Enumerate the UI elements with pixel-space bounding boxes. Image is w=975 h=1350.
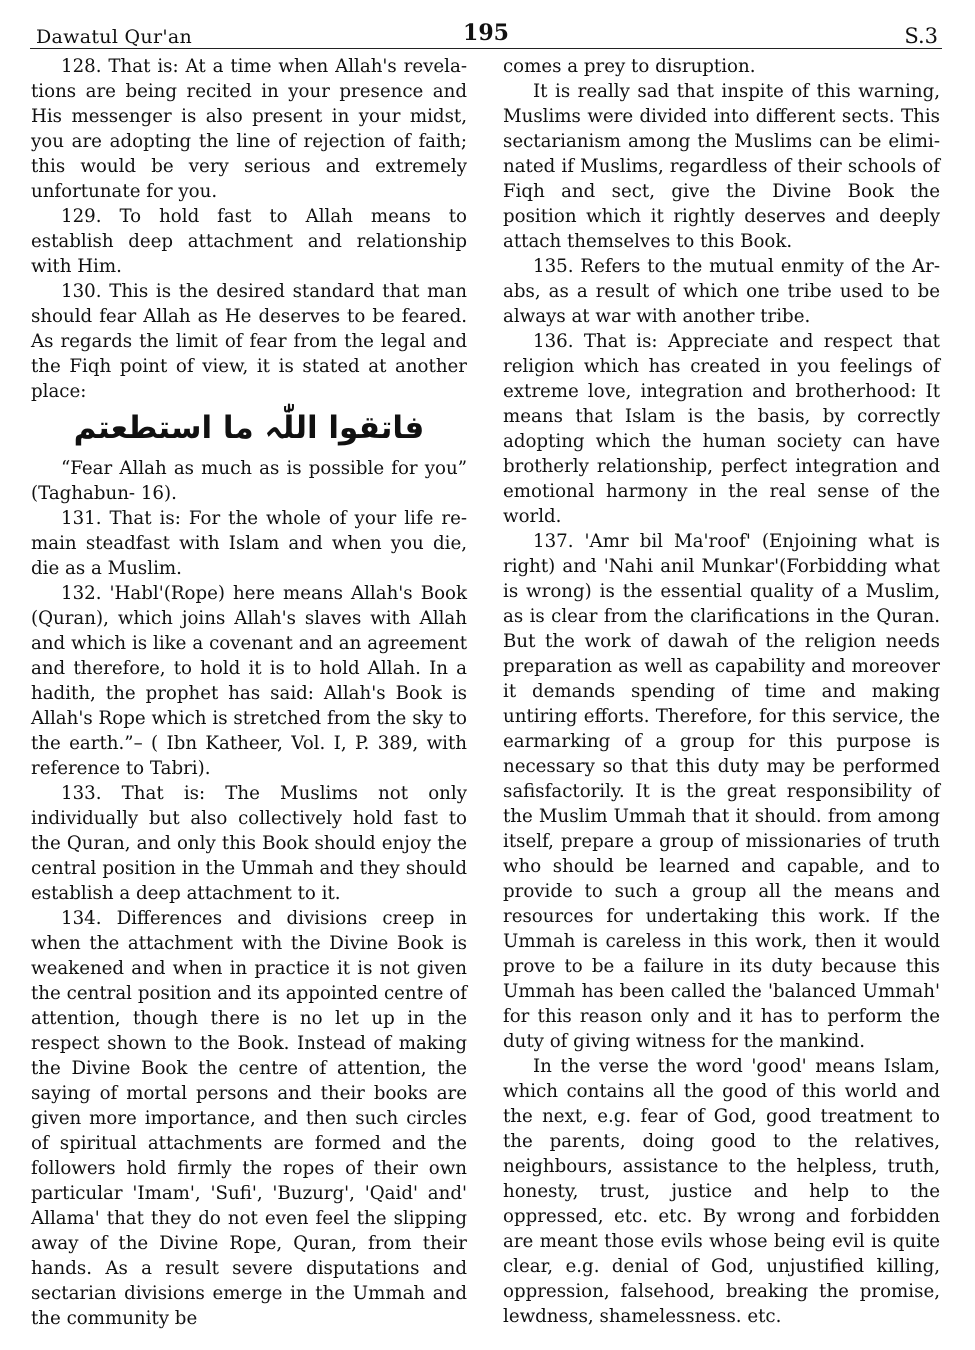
good-meaning-paragraph: In the verse the word 'good' means Islam, which contains all the good of this world and the next, e.g. fear of God, good treatment to the parents, doing good to the relatives, neighbours, assistance to the helpless, truth, honesty, trust, justice and help to the oppressed, etc. etc. By wrong and forbidden are meant those evils whose being evil is quite clear, e.g. denial of God, unjustified killing, oppression, falsehood, breaking the promise, lewdness, shamelessness. etc. (503, 1056, 940, 1327)
note-128: 128. That is: At a time when Allah's revelations are being recited in your presence and His messenger is also present in your midst, you are adopting the line of rejection of faith; this would be very serious and extremely unfortunate for you. (31, 56, 467, 202)
note-134-continued: comes a prey to disruption. (503, 56, 756, 77)
note-137: 137. 'Amr bil Ma'roof' (Enjoining what is right) and 'Nahi anil Munkar'(Forbidding what is wrong) is the essential quality of a Muslim, as is clear from the clarifications in the Quran. But the work of dawah of the religion needs preparation as well as capability and moreover it demands spending of time and making untiring efforts. Therefore, for this service, the earmarking of a group for this purpose is necessary so that this duty may be performed safisfactorily. It is the great responsibility of the Muslim Ummah that it should. from among itself, prepare a group of missionaries of truth who should be learned and capable, and to provide to such a group all the means and resources for undertaking this work. If the Ummah is careless in this work, then it would prove to be a failure in its duty because this Ummah has been called the 'balanced Ummah' for this reason only and it has to perform the duty of giving witness for the mankind. (503, 531, 940, 1052)
note-133: 133. That is: The Muslims not only individually but also collectively hold fast to the Quran, and only this Book should enjoy the central position in the Ummah and they should establish a deep attachment to it. (31, 783, 467, 904)
surah-label: S.3 (904, 24, 938, 48)
sectarianism-paragraph: It is really sad that inspite of this warning, Muslims were divided into different sects. This sectarianism among the Muslims can be eliminated if Muslims, regardless of their schools of Fiqh and sect, give the Divine Book the position which it rightly deserves and deeply attach themselves to this Book. (503, 81, 940, 252)
page-header (30, 20, 942, 49)
left-column (31, 54, 467, 1331)
note-131: 131. That is: For the whole of your life remain steadfast with Islam and when you die, die as a Muslim. (31, 508, 467, 579)
note-135: 135. Refers to the mutual enmity of the Arabs, as a result of which one tribe used to be always at war with another tribe. (503, 256, 940, 327)
right-column (503, 54, 940, 1329)
note-132: 132. 'Habl'(Rope) here means Allah's Book (Quran), which joins Allah's slaves with Allah and which is like a covenant and an agreement and therefore, to hold it is to hold Allah. In a hadith, the prophet has said: Allah's Book is Allah's Rope which is stretched from the sky to the earth.”– ( Ibn Katheer, Vol. I, P. 389, with reference to Tabri). (31, 583, 467, 779)
note-129: 129. To hold fast to Allah means to establish deep attachment and relationship with Him. (31, 206, 467, 277)
book-title: Dawatul Qur'an (36, 26, 193, 48)
arabic-verse: فاتقوا اللّٰہ ما استطعتم (73, 410, 425, 446)
note-130: 130. This is the desired standard that man should fear Allah as He deserves to be feared. As regards the limit of fear from the legal and the Fiqh point of view, it is stated at another place: (31, 281, 467, 402)
note-136: 136. That is: Appreciate and respect that religion which has created in you feelings of extreme love, integration and brotherhood: It means that Islam is the basis, by correctly adopting which the human society can have brotherly relationship, perfect integration and emotional harmony in the real sense of the world. (503, 331, 940, 527)
note-134: 134. Differences and divisions creep in when the attachment with the Divine Book is weakened and when in practice it is not given the central position and its appointed centre of attention, though there is no let up in the respect shown to the Book. Instead of making the Divine Book the centre of attention, the saying of mortal persons and their books are given more importance, and then such circles of spiritual attachments are formed and the followers hold firmly the ropes of their own particular 'Imam', 'Sufi', 'Buzurg', 'Qaid' and' Allama' that they do not even feel the slipping away of the Divine Rope, Quran, from their hands. As a result severe disputations and sectarian divisions emerge in the Ummah and the community be (31, 908, 467, 1329)
page-number: 195 (463, 20, 509, 46)
verse-translation: “Fear Allah as much as is possible for you” (Taghabun- 16). (31, 458, 467, 504)
